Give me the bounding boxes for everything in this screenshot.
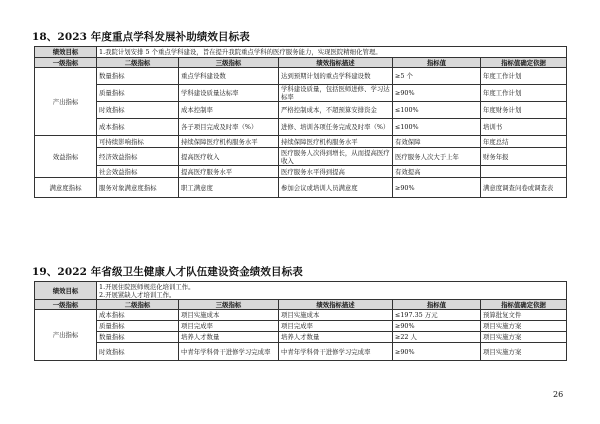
value-cell: 有效保障 — [393, 136, 481, 148]
table-row — [35, 68, 567, 85]
value-cell: 医疗服务人次大于上年 — [393, 148, 481, 166]
basis-cell: 预算批复文件 — [481, 310, 567, 321]
header-row — [35, 58, 567, 68]
basis-cell: 年度工作计划 — [481, 68, 567, 85]
level1-cell: 效益指标 — [35, 136, 97, 178]
level3-cell: 项目完成率 — [179, 321, 279, 332]
level2-cell: 质量指标 — [97, 321, 179, 332]
level3-cell: 重点学科建设数 — [179, 68, 279, 85]
desc-cell: 项目完成率 — [279, 321, 393, 332]
desc-cell: 医疗服务人次得到增长，从而提高医疗收入 — [279, 148, 393, 166]
table18-title: 18、2023 年度重点学科发展补助绩效目标表 — [32, 31, 250, 43]
value-cell: ≥22 人 — [393, 332, 481, 343]
header-cell: 二级指标 — [97, 300, 179, 310]
level2-cell: 时效指标 — [97, 102, 179, 119]
goal-line: 1.开展住院医师规范化培训工作。 — [99, 282, 195, 291]
desc-cell: 达到预期计划的重点学科建设数 — [279, 68, 393, 85]
header-cell: 绩效指标描述 — [279, 58, 393, 68]
header-cell: 三级指标 — [179, 300, 279, 310]
basis-cell: 项目实施方案 — [481, 321, 567, 332]
level2-cell: 服务对象满意度指标 — [97, 178, 179, 198]
table-row — [35, 102, 567, 119]
basis-cell: 年度总结 — [481, 136, 567, 148]
table19-performance-targets — [34, 281, 567, 361]
desc-cell: 参加会议或培训人员满意度 — [279, 178, 393, 198]
level3-cell: 项目实施成本 — [179, 310, 279, 321]
level2-cell: 成本指标 — [97, 310, 179, 321]
table-row — [35, 178, 567, 198]
table19-title: 19、2022 年省级卫生健康人才队伍建设资金绩效目标表 — [32, 266, 303, 278]
basis-cell: 满意度调查问卷或调查表 — [481, 178, 567, 198]
header-cell: 一级指标 — [35, 58, 97, 68]
value-cell: ≥90% — [393, 343, 481, 361]
table-row — [35, 310, 567, 321]
value-cell: ≥5 个 — [393, 68, 481, 85]
table-row — [35, 85, 567, 102]
header-cell: 指标值确定依据 — [481, 58, 567, 68]
basis-cell: 培训书 — [481, 119, 567, 136]
value-cell: ≥90% — [393, 321, 481, 332]
table-row — [35, 119, 567, 136]
value-cell: ≥90% — [393, 178, 481, 198]
level3-cell: 培养人才数量 — [179, 332, 279, 343]
level3-cell: 提高医疗服务水平 — [179, 166, 279, 178]
level2-cell: 数量指标 — [97, 332, 179, 343]
table18-performance-targets — [34, 46, 567, 198]
basis-cell: 项目实施方案 — [481, 332, 567, 343]
level2-cell: 数量指标 — [97, 68, 179, 85]
desc-cell: 进修、培训各项任务完成及时率（%） — [279, 119, 393, 136]
header-cell: 指标值 — [393, 300, 481, 310]
value-cell: ≤197.35 万元 — [393, 310, 481, 321]
header-cell: 一级指标 — [35, 300, 97, 310]
page-number: 26 — [553, 390, 564, 399]
header-cell: 指标值确定依据 — [481, 300, 567, 310]
desc-cell: 持续保障医疗机构服务水平 — [279, 136, 393, 148]
goal-label: 绩效目标 — [35, 282, 97, 300]
level3-cell: 中青年学科骨干进修学习完成率 — [179, 343, 279, 361]
desc-cell: 学科建设质量，包括医师进修、学习达标率 — [279, 85, 393, 102]
value-cell: ≤100% — [393, 102, 481, 119]
desc-cell: 项目实施成本 — [279, 310, 393, 321]
level1-cell: 产出指标 — [35, 310, 97, 361]
header-cell: 二级指标 — [97, 58, 179, 68]
level3-cell: 提高医疗收入 — [179, 148, 279, 166]
level3-cell: 成本控制率 — [179, 102, 279, 119]
header-cell: 三级指标 — [179, 58, 279, 68]
level2-cell: 可持续影响指标 — [97, 136, 179, 148]
table-row — [35, 136, 567, 148]
level1-cell: 满意度指标 — [35, 178, 97, 198]
goal-label: 绩效目标 — [35, 47, 97, 58]
level2-cell: 社会效益指标 — [97, 166, 179, 178]
table-row — [35, 343, 567, 361]
level2-cell: 质量指标 — [97, 85, 179, 102]
basis-cell: 项目实施方案 — [481, 343, 567, 361]
level2-cell: 成本指标 — [97, 119, 179, 136]
value-cell: ≥90% — [393, 85, 481, 102]
level3-cell: 各子项目完成及时率（%） — [179, 119, 279, 136]
goal-line: 2.开展紧缺人才培训工作。 — [99, 290, 176, 299]
basis-cell: 财务年报 — [481, 148, 567, 166]
table-row — [35, 148, 567, 166]
basis-cell: 年度工作计划 — [481, 85, 567, 102]
basis-cell — [481, 166, 567, 178]
value-cell: ≤100% — [393, 119, 481, 136]
table-row — [35, 166, 567, 178]
desc-cell: 中青年学科骨干进修学习完成率 — [279, 343, 393, 361]
level3-cell: 学科建设质量达标率 — [179, 85, 279, 102]
header-row — [35, 300, 567, 310]
desc-cell: 医疗服务水平得到提高 — [279, 166, 393, 178]
desc-cell: 培养人才数量 — [279, 332, 393, 343]
desc-cell: 严格控制成本，不超预算安排资金 — [279, 102, 393, 119]
header-cell: 指标值 — [393, 58, 481, 68]
level3-cell: 持续保障医疗机构服务水平 — [179, 136, 279, 148]
table-row — [35, 321, 567, 332]
goal-text — [97, 282, 567, 300]
table-row — [35, 332, 567, 343]
level2-cell: 经济效益指标 — [97, 148, 179, 166]
level3-cell: 职工满意度 — [179, 178, 279, 198]
level2-cell: 时效指标 — [97, 343, 179, 361]
basis-cell: 年度财务计划 — [481, 102, 567, 119]
header-cell: 绩效指标描述 — [279, 300, 393, 310]
goal-text: 1.我院计划安排 5 个重点学科建设，旨在提升我院重点学科的医疗服务能力，实现医院精细化管理。 — [97, 47, 567, 58]
level1-cell: 产出指标 — [35, 68, 97, 136]
value-cell: 有效提高 — [393, 166, 481, 178]
